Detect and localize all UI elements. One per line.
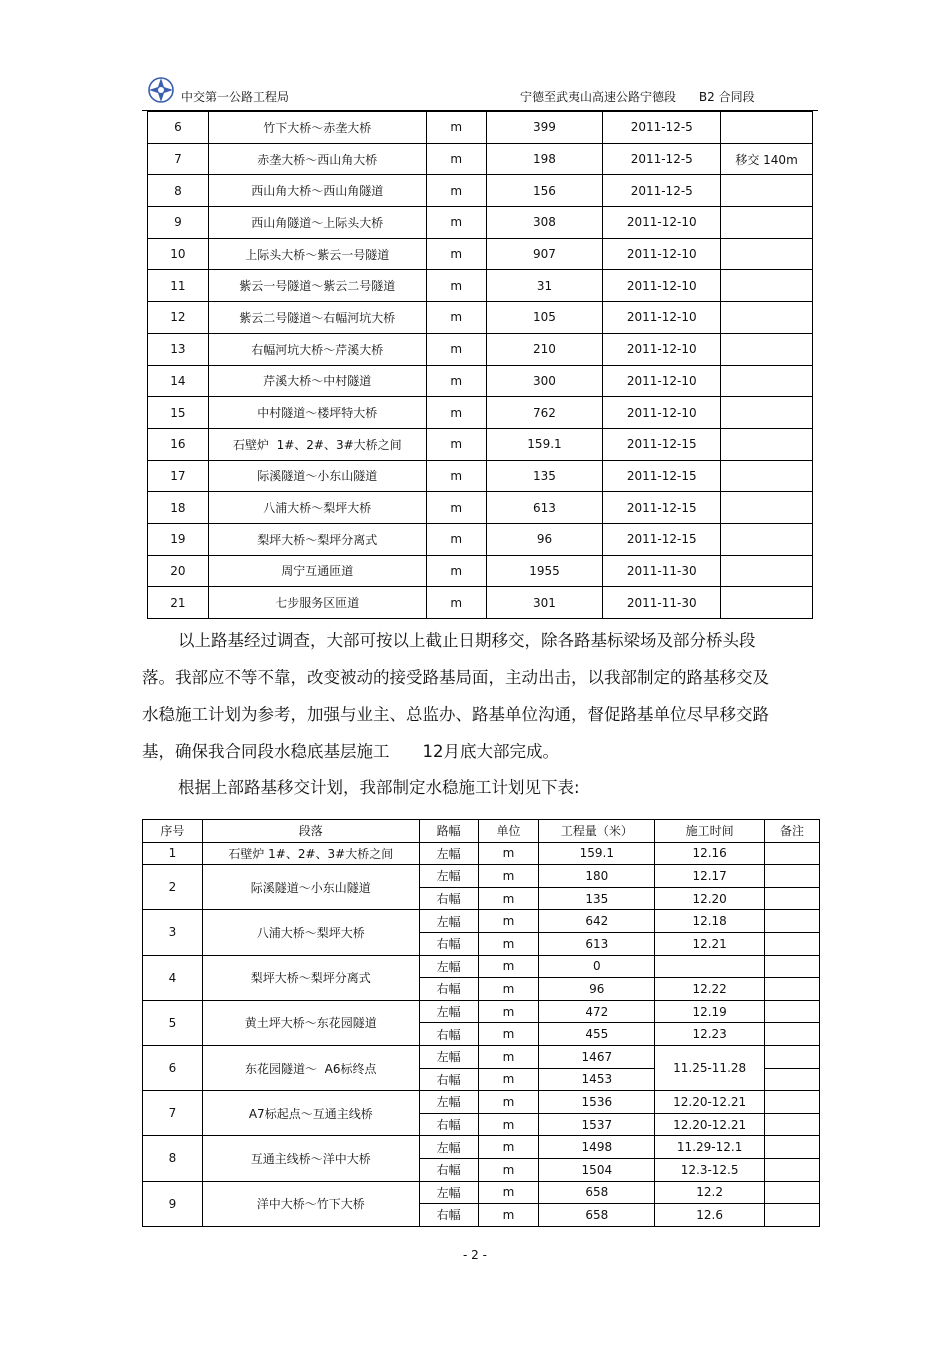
remark-cell [721,270,813,302]
body-paragraph [142,622,782,770]
page-number: - 2 - [463,1248,487,1262]
table-intro-paragraph [142,769,782,806]
unit-cell: m [478,1000,539,1023]
table-row [143,1045,820,1068]
table-row [148,207,813,239]
unit-cell: m [426,555,486,587]
remark-cell [721,365,813,397]
section-cell: 上际头大桥～紫云一号隧道 [208,238,426,270]
quantity-cell: 308 [486,207,603,239]
row-number: 14 [148,365,209,397]
side-cell: 右幅 [419,1113,478,1136]
quantity-cell: 105 [486,302,603,334]
table-row [143,910,820,933]
quantity-cell: 613 [486,492,603,524]
remark-cell: 移交 140m [721,143,813,175]
side-cell: 右幅 [419,1158,478,1181]
section-cell: 紫云一号隧道～紫云二号隧道 [208,270,426,302]
remark-cell [765,842,820,865]
remark-cell [765,955,820,978]
table-row [143,1181,820,1204]
side-cell: 左幅 [419,865,478,888]
side-cell: 左幅 [419,842,478,865]
time-cell [655,955,765,978]
unit-cell: m [478,910,539,933]
remark-cell [721,460,813,492]
table-row [143,865,820,888]
table-row [148,492,813,524]
section-cell: 西山角大桥～西山角隧道 [208,175,426,207]
organization-name: 中交第一公路工程局 [181,89,290,104]
handover-date-cell: 2011-12-10 [603,333,721,365]
unit-cell: m [478,1023,539,1046]
time-cell: 12.18 [655,910,765,933]
unit-cell: m [426,207,486,239]
time-cell: 12.17 [655,865,765,888]
row-number: 2 [143,865,203,910]
remark-cell [765,1136,820,1159]
quantity-cell: 1453 [539,1068,655,1091]
unit-cell: m [478,1091,539,1114]
body-paragraph-text: 以上路基经过调查，大部可按以上截止日期移交，除各路基标梁场及部分桥头段落。我部应不等不靠，改变被动的接受路基局面，主动出击，以我部制定的路基移交及水稳施工计划为参考，加强与业主、总监办、路基单位沟通，督促路基单位尽早移交路基，确保我合同段水稳底基层施工 12月底大部完成。 [142,631,769,761]
side-cell: 左幅 [419,955,478,978]
quantity-cell: 156 [486,175,603,207]
quantity-cell: 135 [486,460,603,492]
quantity-cell: 31 [486,270,603,302]
unit-cell: m [478,1113,539,1136]
remark-cell [721,555,813,587]
row-number: 6 [148,112,209,144]
handover-date-cell: 2011-12-10 [603,397,721,429]
quantity-cell: 658 [539,1204,655,1227]
row-number: 19 [148,523,209,555]
handover-date-cell: 2011-12-15 [603,492,721,524]
unit-cell: m [426,175,486,207]
table-row [143,842,820,865]
handover-date-cell: 2011-12-5 [603,143,721,175]
section-cell: 八浦大桥～梨坪大桥 [202,910,419,955]
section-cell: 八浦大桥～梨坪大桥 [208,492,426,524]
remark-cell [765,1113,820,1136]
time-cell: 12.21 [655,932,765,955]
row-number: 4 [143,955,203,1000]
remark-cell [721,175,813,207]
table-header-row [143,820,820,843]
row-number: 18 [148,492,209,524]
section-cell: 七步服务区匝道 [208,587,426,619]
remark-cell [721,302,813,334]
unit-cell: m [426,523,486,555]
row-number: 21 [148,587,209,619]
table-row [148,143,813,175]
row-number: 7 [143,1091,203,1136]
remark-cell [721,587,813,619]
quantity-cell: 198 [486,143,603,175]
quantity-cell: 300 [486,365,603,397]
time-cell: 12.20 [655,887,765,910]
unit-cell: m [426,302,486,334]
unit-cell: m [478,978,539,1001]
row-number: 3 [143,910,203,955]
time-cell: 12.6 [655,1204,765,1227]
row-number: 7 [148,143,209,175]
remark-cell [765,865,820,888]
table-row [148,175,813,207]
row-number: 9 [143,1181,203,1226]
company-logo-icon [147,76,175,104]
quantity-cell: 1537 [539,1113,655,1136]
section-cell: A7标起点～互通主线桥 [202,1091,419,1136]
section-cell: 际溪隧道～小东山隧道 [202,865,419,910]
section-cell: 石壁炉 1#、2#、3#大桥之间 [202,842,419,865]
table-intro-text: 根据上部路基移交计划，我部制定水稳施工计划见下表: [178,778,580,797]
quantity-cell: 907 [486,238,603,270]
table-row [148,460,813,492]
time-cell: 12.16 [655,842,765,865]
remark-cell [765,1091,820,1114]
quantity-cell: 762 [486,397,603,429]
remark-cell [721,207,813,239]
handover-date-cell: 2011-11-30 [603,555,721,587]
row-number: 10 [148,238,209,270]
handover-date-cell: 2011-12-5 [603,112,721,144]
table-row [143,1136,820,1159]
side-cell: 右幅 [419,978,478,1001]
remark-cell [765,910,820,933]
table-row [148,397,813,429]
quantity-cell: 96 [539,978,655,1001]
quantity-cell: 1536 [539,1091,655,1114]
side-cell: 左幅 [419,910,478,933]
time-cell: 11.25-11.28 [655,1045,765,1090]
time-cell: 12.22 [655,978,765,1001]
side-cell: 左幅 [419,1181,478,1204]
section-cell: 芹溪大桥～中村隧道 [208,365,426,397]
unit-cell: m [478,1068,539,1091]
table-row [148,112,813,144]
section-cell: 黄土坪大桥～东花园隧道 [202,1000,419,1045]
unit-cell: m [478,1204,539,1227]
remark-cell [765,1023,820,1046]
row-number: 20 [148,555,209,587]
quantity-cell: 301 [486,587,603,619]
section-cell: 周宁互通匝道 [208,555,426,587]
remark-cell [721,333,813,365]
stabilized-base-plan-table [142,819,820,1227]
remark-cell [765,1000,820,1023]
quantity-cell: 1498 [539,1136,655,1159]
remark-cell [765,1068,820,1091]
handover-date-cell: 2011-12-10 [603,270,721,302]
section-cell: 洋中大桥～竹下大桥 [202,1181,419,1226]
unit-cell: m [426,365,486,397]
unit-cell: m [478,1181,539,1204]
quantity-cell: 0 [539,955,655,978]
section-cell: 梨坪大桥～梨坪分离式 [202,955,419,1000]
remark-cell [765,932,820,955]
remark-cell [765,1045,820,1068]
column-header: 施工时间 [655,820,765,843]
quantity-cell: 658 [539,1181,655,1204]
section-cell: 梨坪大桥～梨坪分离式 [208,523,426,555]
table-row [143,1000,820,1023]
section-cell: 中村隧道～楼坪特大桥 [208,397,426,429]
side-cell: 右幅 [419,1023,478,1046]
remark-cell [721,112,813,144]
unit-cell: m [478,932,539,955]
quantity-cell: 1955 [486,555,603,587]
unit-cell: m [426,112,486,144]
unit-cell: m [426,333,486,365]
table-row [148,365,813,397]
column-header: 备注 [765,820,820,843]
remark-cell [721,492,813,524]
handover-date-cell: 2011-12-15 [603,523,721,555]
side-cell: 右幅 [419,887,478,910]
unit-cell: m [426,238,486,270]
row-number: 9 [148,207,209,239]
unit-cell: m [426,143,486,175]
unit-cell: m [426,428,486,460]
roadbed-handover-table-body [148,112,813,619]
roadbed-handover-table [147,111,813,619]
unit-cell: m [478,865,539,888]
quantity-cell: 1467 [539,1045,655,1068]
table-row [148,270,813,302]
unit-cell: m [478,1045,539,1068]
section-cell: 石壁炉 1#、2#、3#大桥之间 [208,428,426,460]
project-name: 宁德至武夷山高速公路宁德段 B2 合同段 [520,90,755,104]
unit-cell: m [426,270,486,302]
time-cell: 12.3-12.5 [655,1158,765,1181]
quantity-cell: 472 [539,1000,655,1023]
unit-cell: m [478,955,539,978]
remark-cell [765,887,820,910]
row-number: 17 [148,460,209,492]
quantity-cell: 1504 [539,1158,655,1181]
unit-cell: m [478,887,539,910]
quantity-cell: 159.1 [486,428,603,460]
page-header-left [147,73,289,107]
side-cell: 左幅 [419,1045,478,1068]
section-cell: 际溪隧道～小东山隧道 [208,460,426,492]
side-cell: 左幅 [419,1136,478,1159]
row-number: 12 [148,302,209,334]
handover-date-cell: 2011-12-5 [603,175,721,207]
remark-cell [721,523,813,555]
row-number: 8 [148,175,209,207]
unit-cell: m [426,460,486,492]
table-row [148,587,813,619]
quantity-cell: 455 [539,1023,655,1046]
unit-cell: m [478,1158,539,1181]
column-header: 段落 [202,820,419,843]
quantity-cell: 399 [486,112,603,144]
table-row [148,238,813,270]
unit-cell: m [426,587,486,619]
table-row [148,428,813,460]
time-cell: 11.29-12.1 [655,1136,765,1159]
handover-date-cell: 2011-12-15 [603,428,721,460]
time-cell: 12.20-12.21 [655,1113,765,1136]
row-number: 8 [143,1136,203,1181]
time-cell: 12.2 [655,1181,765,1204]
quantity-cell: 613 [539,932,655,955]
row-number: 11 [148,270,209,302]
row-number: 16 [148,428,209,460]
side-cell: 左幅 [419,1000,478,1023]
quantity-cell: 96 [486,523,603,555]
quantity-cell: 159.1 [539,842,655,865]
row-number: 15 [148,397,209,429]
quantity-cell: 210 [486,333,603,365]
handover-date-cell: 2011-12-10 [603,302,721,334]
time-cell: 12.23 [655,1023,765,1046]
column-header: 单位 [478,820,539,843]
quantity-cell: 180 [539,865,655,888]
unit-cell: m [478,842,539,865]
time-cell: 12.19 [655,1000,765,1023]
handover-date-cell: 2011-12-10 [603,207,721,239]
quantity-cell: 135 [539,887,655,910]
side-cell: 右幅 [419,932,478,955]
section-cell: 互通主线桥～洋中大桥 [202,1136,419,1181]
row-number: 1 [143,842,203,865]
section-cell: 赤垄大桥～西山角大桥 [208,143,426,175]
unit-cell: m [478,1136,539,1159]
time-cell: 12.20-12.21 [655,1091,765,1114]
remark-cell [765,1204,820,1227]
section-cell: 西山角隧道～上际头大桥 [208,207,426,239]
unit-cell: m [426,397,486,429]
side-cell: 左幅 [419,1091,478,1114]
table-row [148,523,813,555]
row-number: 5 [143,1000,203,1045]
side-cell: 右幅 [419,1068,478,1091]
row-number: 6 [143,1045,203,1090]
quantity-cell: 642 [539,910,655,933]
column-header: 工程量（米） [539,820,655,843]
table-row [143,1091,820,1114]
section-cell: 紫云二号隧道～右幅河坑大桥 [208,302,426,334]
table-row [148,302,813,334]
unit-cell: m [426,492,486,524]
table-row [148,333,813,365]
section-cell: 竹下大桥～赤垄大桥 [208,112,426,144]
remark-cell [721,238,813,270]
section-cell: 右幅河坑大桥～芹溪大桥 [208,333,426,365]
remark-cell [765,1181,820,1204]
remark-cell [721,397,813,429]
row-number: 13 [148,333,209,365]
remark-cell [765,1158,820,1181]
column-header: 序号 [143,820,203,843]
column-header: 路幅 [419,820,478,843]
handover-date-cell: 2011-12-10 [603,365,721,397]
remark-cell [765,978,820,1001]
handover-date-cell: 2011-11-30 [603,587,721,619]
side-cell: 右幅 [419,1204,478,1227]
table-row [148,555,813,587]
table-row [143,955,820,978]
remark-cell [721,428,813,460]
section-cell: 东花园隧道～ A6标终点 [202,1045,419,1090]
handover-date-cell: 2011-12-15 [603,460,721,492]
handover-date-cell: 2011-12-10 [603,238,721,270]
